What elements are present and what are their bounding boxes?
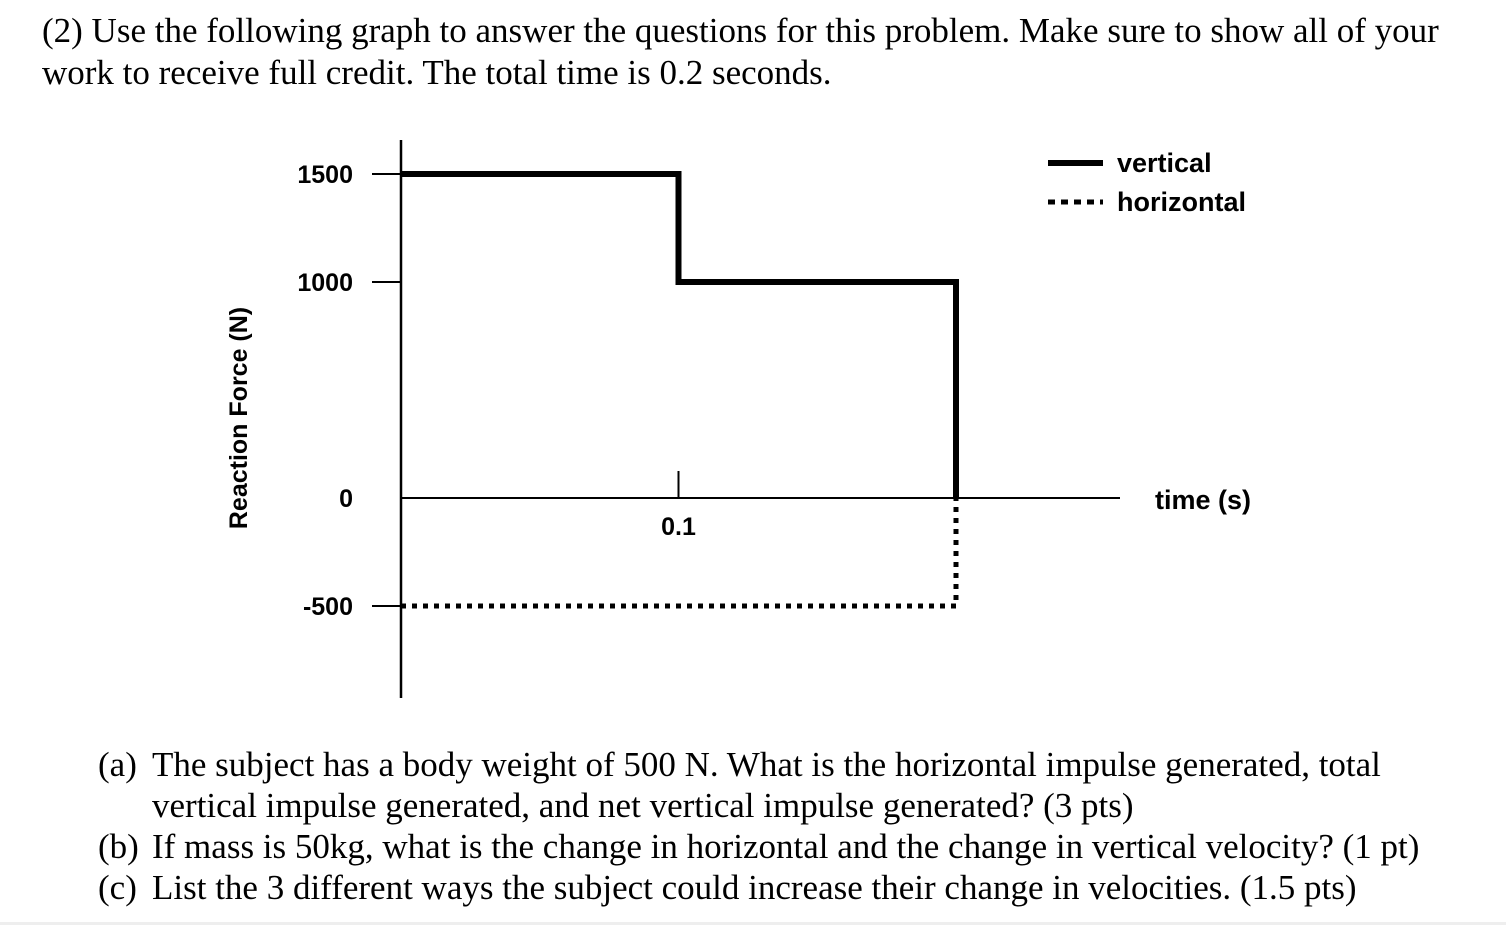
page-divider (0, 922, 1506, 925)
question-a-text: The subject has a body weight of 500 N. What is the horizontal impulse generated, total vertical impulse generated, and net vertical impulse generated? (3 pts) (152, 745, 1381, 825)
chart-ticks (297, 161, 696, 621)
question-a-label: (a) (98, 745, 137, 784)
question-a (98, 744, 1458, 826)
y-axis-label: Reaction Force (N) (225, 306, 253, 530)
y-tick-label: 1000 (297, 269, 353, 297)
y-tick-label: 1500 (297, 161, 353, 189)
question-b-label: (b) (98, 827, 139, 866)
question-c-text: List the 3 different ways the subject could increase their change in velocities. (1.5 pts) (152, 868, 1357, 907)
vertical-series-line (401, 174, 956, 498)
question-c-label: (c) (98, 868, 137, 907)
question-list (98, 744, 1458, 908)
question-b (98, 826, 1458, 867)
question-b-text: If mass is 50kg, what is the change in horizontal and the change in vertical velocity? (1 pt) (152, 827, 1420, 866)
problem-intro: (2) Use the following graph to answer the questions for this problem. Make sure to show all of your work to receive full credit. The total time is 0.2 seconds. (42, 11, 1439, 92)
legend-horizontal-label: horizontal (1117, 187, 1246, 217)
legend-vertical-label: vertical (1117, 148, 1212, 178)
x-tick-label: 0.1 (661, 513, 696, 541)
x-axis-label: time (s) (1155, 485, 1252, 515)
chart-legend (1048, 148, 1246, 217)
question-c (98, 867, 1458, 908)
y-tick-label: -500 (302, 593, 353, 621)
chart-series (401, 174, 956, 606)
y-tick-label: 0 (339, 485, 353, 513)
chart-axes (401, 140, 1120, 698)
